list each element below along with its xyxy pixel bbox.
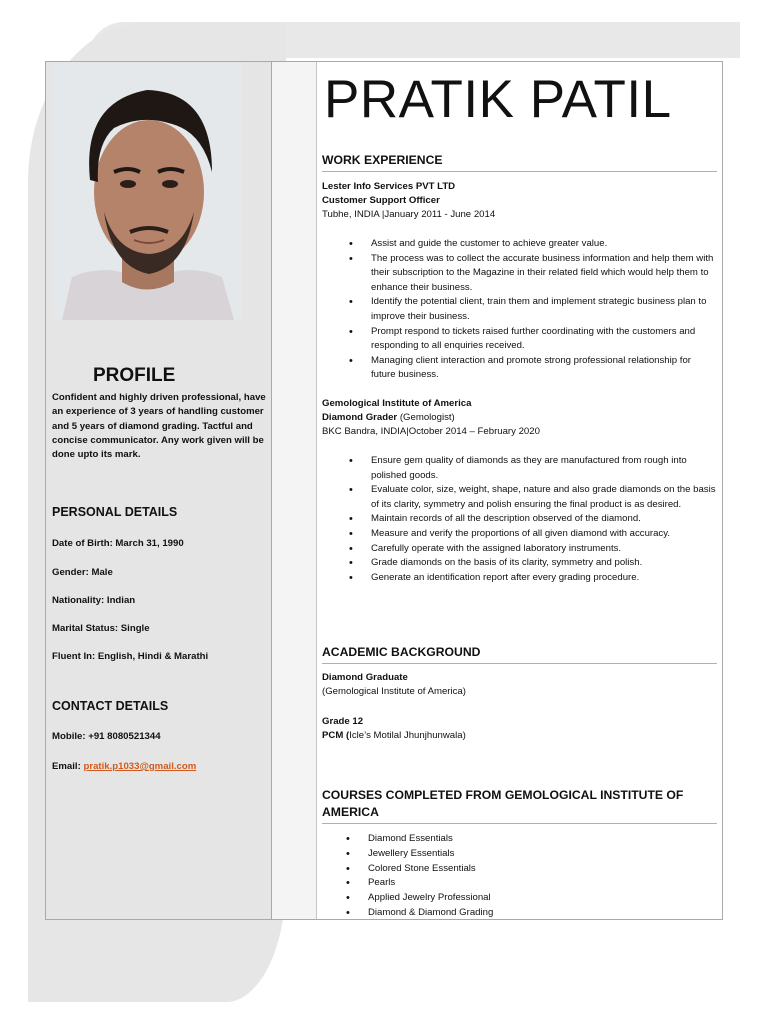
contact-details-title: CONTACT DETAILS [52, 699, 169, 713]
main-content [45, 61, 723, 920]
list-item: • Evaluate color, size, weight, shape, nature and also grade diamonds on the basis of its clarity, symmetry and polish ensuring the final product is as desired. [371, 483, 717, 512]
list-item: • Carefully operate with the assigned laboratory instruments. [371, 542, 717, 557]
job2-role-line [322, 411, 717, 424]
candidate-name: PRATIK PATIL [324, 70, 672, 129]
job2-place-date: BKC Bandra, INDIA|October 2014 – February 2020 [322, 426, 540, 437]
list-item: • Assist and guide the customer to achieve greater value. [371, 237, 717, 252]
list-item: • Identify the potential client, train them and implement strategic business plan to improve their business. [371, 295, 717, 324]
job1-place-date: Tubhe, INDIA |January 2011 - June 2014 [322, 209, 496, 220]
list-item: • Maintain records of all the description observed of the diamond. [371, 512, 717, 527]
job2-duties [371, 454, 717, 585]
personal-gender: Gender: Male [52, 567, 113, 578]
personal-dob: Date of Birth: March 31, 1990 [52, 538, 184, 549]
job1-company: Lester Info Services PVT LTD [322, 181, 456, 192]
personal-nationality: Nationality: Indian [52, 595, 136, 606]
personal-details-title: PERSONAL DETAILS [52, 505, 178, 519]
list-item: • The process was to collect the accurate business information and help them with their subscription to the Magazine in their related field which would help them to enhance their business. [371, 252, 717, 296]
academic-degree-2: Grade 12 [322, 716, 364, 727]
academic-background-title: ACADEMIC BACKGROUND [322, 644, 717, 664]
academic-detail-2-bold: PCM ( [322, 730, 350, 741]
courses-list [368, 832, 708, 921]
list-item: • Grade diamonds on the basis of its clarity, symmetry and polish. [371, 556, 717, 571]
list-item: • Measure and verify the proportions of all given diamond with accuracy. [371, 527, 717, 542]
job1-duties [371, 237, 717, 383]
job2-company: Gemological Institute of America [322, 398, 472, 409]
contact-mobile: Mobile: +91 8080521344 [52, 731, 161, 742]
profile-title: PROFILE [93, 365, 176, 386]
list-item: • Applied Jewelry Professional [368, 891, 708, 906]
profile-summary: Confident and highly driven professional, have an experience of 3 years of handling customer and 5 years of diamond grading. Tactful and concise communicator. Any work given will be done upto its mark. [52, 392, 266, 461]
list-item: • Generate an identification report after every grading procedure. [371, 571, 717, 586]
personal-marital-status: Marital Status: Single [52, 623, 150, 634]
job1-role: Customer Support Officer [322, 195, 440, 206]
list-item: • Colored Stone Essentials [368, 862, 708, 877]
email-link[interactable]: pratik.p1033@gmail.com [83, 761, 197, 772]
list-item: • Diamond & Diamond Grading [368, 906, 708, 921]
list-item: • Diamond Essentials [368, 832, 708, 847]
contact-email-label: Email: [52, 761, 84, 772]
work-experience-title: WORK EXPERIENCE [322, 152, 717, 172]
job2-role-extra: (Gemologist) [397, 412, 455, 423]
list-item: • Prompt respond to tickets raised further coordinating with the customers and responding to all enquiries received. [371, 325, 717, 354]
academic-degree-1: Diamond Graduate [322, 672, 408, 683]
personal-languages: Fluent In: English, Hindi & Marathi [52, 651, 209, 662]
job2-role: Diamond Grader [322, 412, 398, 423]
courses-title: COURSES COMPLETED FROM GEMOLOGICAL INSTITUTE OF AMERICA [322, 787, 717, 824]
academic-detail-2-line [322, 729, 717, 742]
academic-detail-2: Icle’s Motilal Jhunjhunwala) [349, 730, 466, 741]
list-item: • Ensure gem quality of diamonds as they are manufactured from rough into polished goods. [371, 454, 717, 483]
list-item: • Jewellery Essentials [368, 847, 708, 862]
list-item: • Pearls [368, 876, 708, 891]
list-item: • Managing client interaction and promote strong professional relationship for future business. [371, 354, 717, 383]
academic-detail-1: (Gemological Institute of America) [322, 686, 466, 697]
